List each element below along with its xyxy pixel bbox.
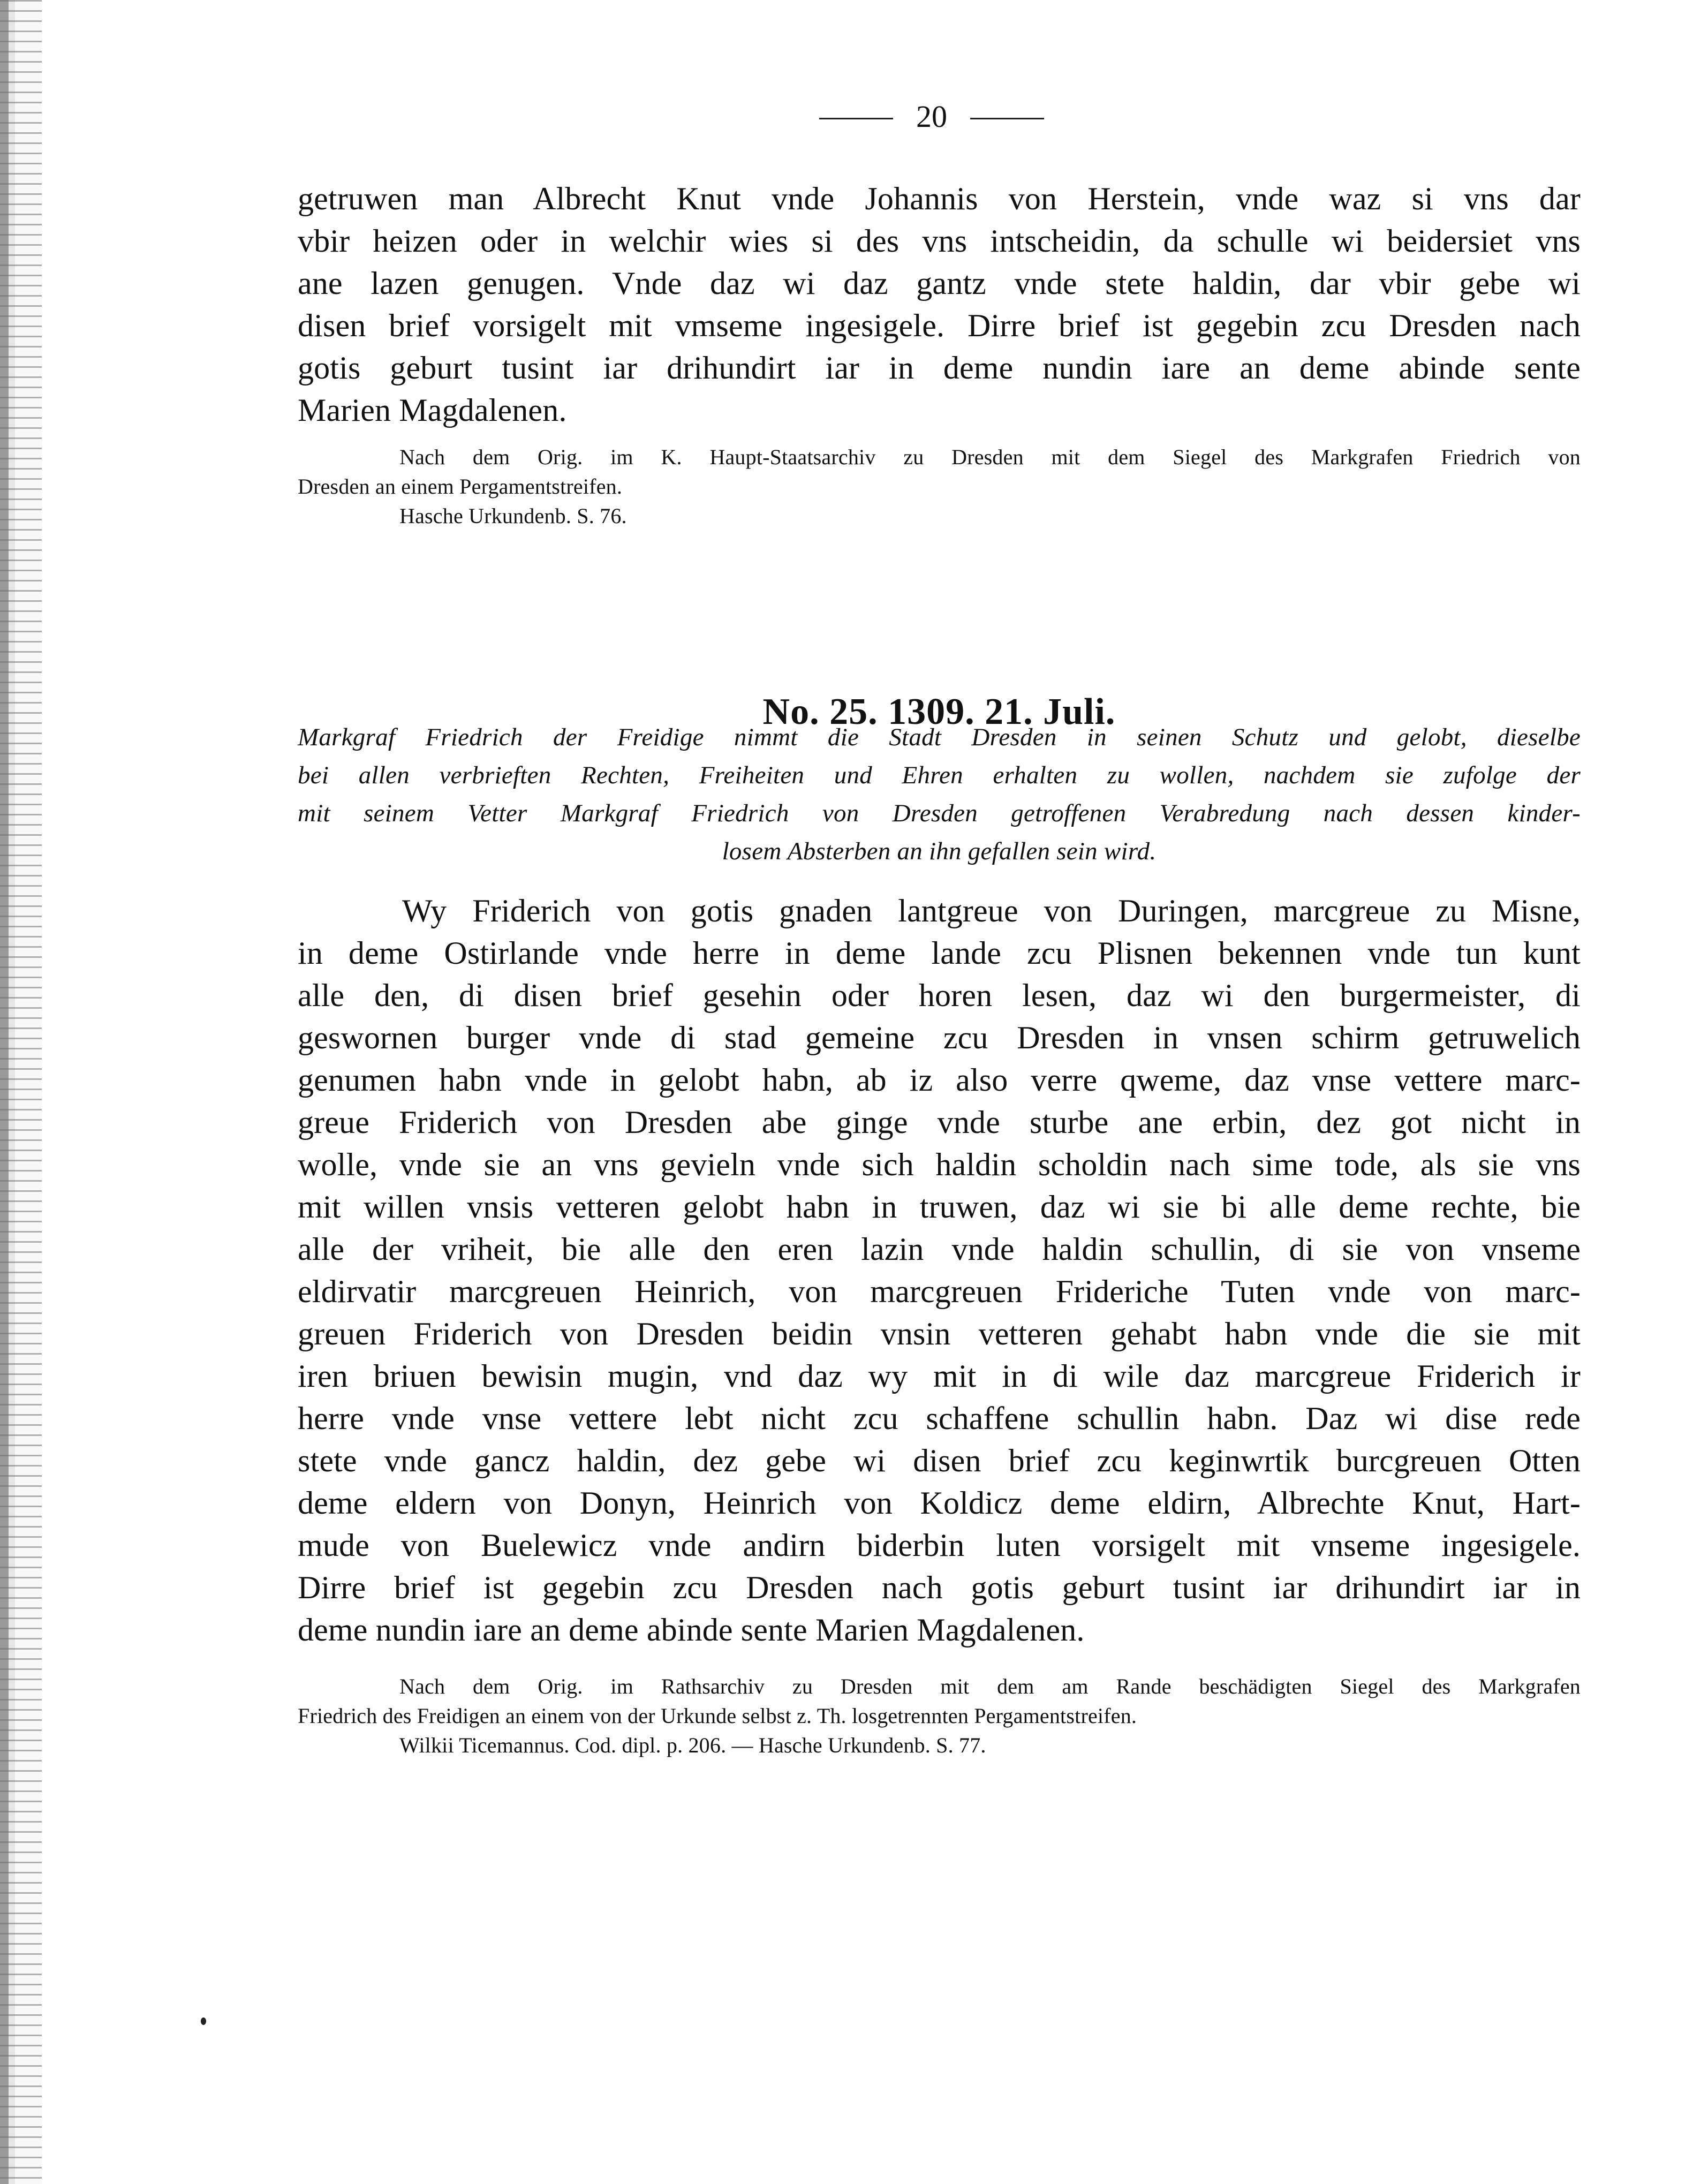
- text-line: ane lazen genugen. Vnde daz wi daz gantz vnde stete haldin, dar vbir gebe wi: [298, 266, 1581, 301]
- text-line: disen brief vorsigelt mit vmseme ingesigele. Dirre brief ist gegebin zcu Dresden nach: [298, 308, 1581, 343]
- preceding-source-note: [298, 442, 1581, 531]
- text-line: wolle, vnde sie an vns gevieln vnde sich haldin scholdin nach sime tode, als sie vns: [298, 1147, 1581, 1182]
- text-line: deme nundin iare an deme abinde sente Marien Magdalenen.: [298, 1612, 1085, 1648]
- page-number: 20: [803, 95, 1060, 138]
- document-summary: [298, 719, 1581, 871]
- text-line: vbir heizen oder in welchir wies si des vns intscheidin, da schulle wi beidersiet vns: [298, 223, 1581, 259]
- text-line: Dirre brief ist gegebin zcu Dresden nach gotis geburt tusint iar drihundirt iar in: [298, 1570, 1581, 1605]
- text-line: iren briuen bewisin mugin, vnd daz wy mit in di wile daz marcgreue Friderich ir: [298, 1358, 1581, 1394]
- text-line: getruwen man Albrecht Knut vnde Johannis von Herstein, vnde waz si vns dar: [298, 181, 1581, 216]
- source-note-line: Hasche Urkundenb. S. 76.: [399, 504, 627, 528]
- text-line: gotis geburt tusint iar drihundirt iar in deme nundin iare an deme abinde sente: [298, 350, 1581, 386]
- text-line: genumen habn vnde in gelobt habn, ab iz also verre qweme, daz vnse vettere marc-: [298, 1062, 1581, 1098]
- text-line: in deme Ostirlande vnde herre in deme lande zcu Plisnen bekennen vnde tun kunt: [298, 935, 1581, 971]
- summary-line: Markgraf Friedrich der Freidige nimmt die Stadt Dresden in seinen Schutz und gelobt, dieselbe: [298, 723, 1581, 751]
- text-line: mit willen vnsis vetteren gelobt habn in truwen, daz wi sie bi alle deme rechte, bie: [298, 1189, 1581, 1225]
- text-line: mude von Buelewicz vnde andirn biderbin luten vorsigelt mit vnseme ingesigele.: [298, 1528, 1581, 1563]
- summary-line: bei allen verbrieften Rechten, Freiheiten und Ehren erhalten zu wollen, nachdem sie zufolge der: [298, 761, 1581, 789]
- source-note-line: Friedrich des Freidigen an einem von der Urkunde selbst z. Th. losgetrennten Pergamentstreifen.: [298, 1704, 1137, 1728]
- summary-line: mit seinem Vetter Markgraf Friedrich von Dresden getroffenen Verabredung nach dessen kinder-: [298, 799, 1581, 827]
- source-note-line: Dresden an einem Pergamentstreifen.: [298, 474, 623, 498]
- document-body: [298, 890, 1581, 1651]
- text-line: greuen Friderich von Dresden beidin vnsin vetteren gehabt habn vnde die sie mit: [298, 1316, 1581, 1351]
- document-source-note: [298, 1672, 1581, 1760]
- summary-line: losem Absterben an ihn gefallen sein wird.: [722, 837, 1157, 865]
- text-line: alle den, di disen brief gesehin oder horen lesen, daz wi den burgermeister, di: [298, 978, 1581, 1013]
- text-line: geswornen burger vnde di stad gemeine zcu Dresden in vnsen schirm getruwelich: [298, 1020, 1581, 1055]
- text-line: herre vnde vnse vettere lebt nicht zcu schaffene schullin habn. Daz wi dise rede: [298, 1401, 1581, 1436]
- text-line: Wy Friderich von gotis gnaden lantgreue von Duringen, marcgreue zu Misne,: [402, 893, 1581, 928]
- preceding-document-body: [298, 178, 1581, 432]
- document-heading: No. 25. 1309. 21. Juli.: [762, 691, 1116, 733]
- text-line: alle der vriheit, bie alle den eren lazin vnde haldin schullin, di sie von vnseme: [298, 1231, 1581, 1267]
- text-line: deme eldern von Donyn, Heinrich von Koldicz deme eldirn, Albrechte Knut, Hart-: [298, 1485, 1581, 1521]
- text-line: stete vnde gancz haldin, dez gebe wi disen brief zcu keginwrtik burcgreuen Otten: [298, 1443, 1581, 1478]
- text-line: eldirvatir marcgreuen Heinrich, von marcgreuen Frideriche Tuten vnde von marc-: [298, 1274, 1581, 1309]
- source-note-line: Nach dem Orig. im Rathsarchiv zu Dresden mit dem am Rande beschädigten Siegel des Markgrafen: [399, 1674, 1581, 1698]
- source-note-line: Wilkii Ticemannus. Cod. dipl. p. 206. — Hasche Urkundenb. S. 77.: [399, 1733, 986, 1757]
- source-note-line: Nach dem Orig. im K. Haupt-Staatsarchiv zu Dresden mit dem Siegel des Markgrafen Friedrich von: [399, 445, 1581, 469]
- text-line: greue Friderich von Dresden abe ginge vnde sturbe ane erbin, dez got nicht in: [298, 1105, 1581, 1140]
- text-line: Marien Magdalenen.: [298, 392, 567, 428]
